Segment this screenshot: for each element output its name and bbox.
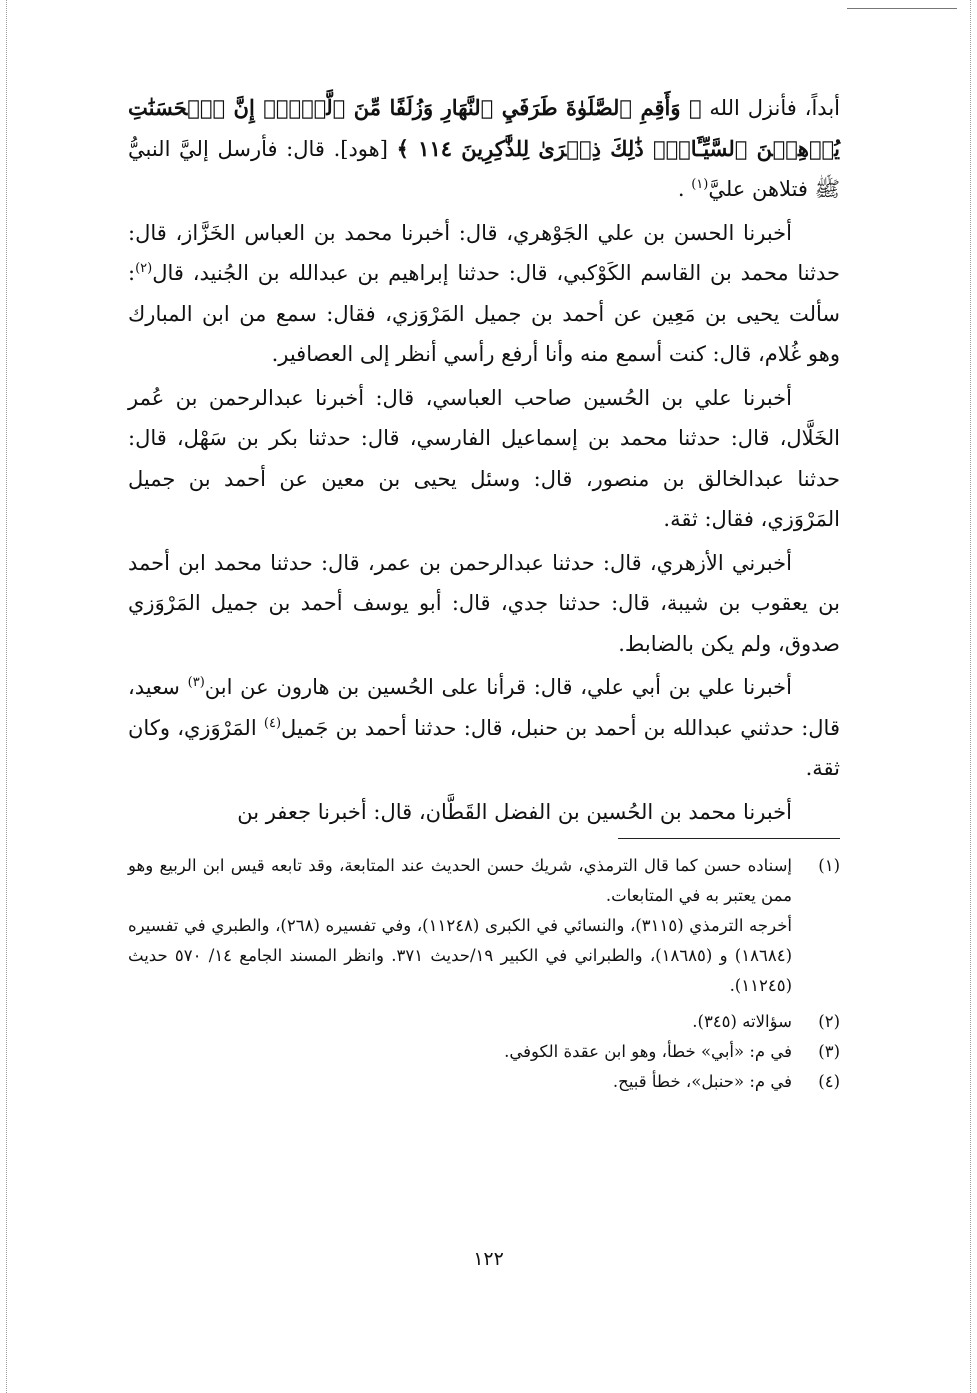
footnote-number: (١) bbox=[818, 856, 840, 875]
paragraph-quran-verse: أبداً، فأنزل الله ﴿ وَأَقِمِ ٱلصَّلَوٰةَ طَرَفَيِ ٱلنَّهَارِ وَزُلَفًا مِّنَ ٱلَّيۡلِۚ إِنَّ ٱلۡحَسَنَٰتِ يُذۡهِبۡنَ ٱلسَّيِّـَٔاتِۚ ذَٰلِكَ ذِكۡرَىٰ لِلذَّٰكِرِينَ ١١٤ ﴾ [هود]. قال: فأرسل إليَّ النبيُّ ﷺ فتلاهن عليَّ$^{(١)}$ . bbox=[128, 95, 840, 201]
footnote-marker-2[interactable]: (٢) bbox=[135, 261, 153, 276]
footnote-marker-3[interactable]: (٣) bbox=[187, 675, 205, 690]
footnotes bbox=[128, 851, 840, 1097]
footnote-4 bbox=[128, 1067, 840, 1097]
page-number: ١٢٢ bbox=[473, 1248, 504, 1270]
scan-edge-left bbox=[6, 0, 7, 1393]
footnote-text: إسناده حسن كما قال الترمذي، شريك حسن الحديث عند المتابعة، وقد تابعه قيس ابن الربيع وهو ممن يعتبر به في المتابعات. bbox=[128, 856, 792, 905]
footnote-3 bbox=[128, 1037, 840, 1067]
scan-edge-top bbox=[847, 8, 957, 9]
footnote-number: (٤) bbox=[818, 1072, 840, 1091]
scan-edge-right bbox=[970, 0, 971, 1393]
paragraph-isnad-4: أخبرنا علي بن أبي علي، قال: قرأنا على الحُسين بن هارون عن ابن$^{(٣)}$ سعيد، قال: حدثني عبدالله بن أحمد بن حنبل، قال: حدثنا أحمد بن جَميل$^{(٤)}$ المَرْوَزي، وكان ثقة. bbox=[128, 675, 840, 780]
footnote-number: (٢) bbox=[818, 1012, 840, 1031]
paragraph-isnad-1: أخبرنا الحسن بن علي الجَوْهري، قال: أخبرنا محمد بن العباس الخَزَّاز، قال: حدثنا محمد بن القاسم الكَوْكبي، قال: حدثنا إبراهيم بن عبدالله بن الجُنيد، قال$^{(٢)}$: سألت يحيى بن مَعِين عن أحمد بن جميل المَرْوَزي، فقال: سمع من ابن المبارك وهو غُلام، قال: كنت أسمع منه وأنا أرفع رأسي أنظر إلى العصافير. bbox=[128, 220, 840, 366]
footnote-marker-1[interactable]: (١) bbox=[691, 177, 709, 192]
paragraph-isnad-3: أخبرني الأزهري، قال: حدثنا عبدالرحمن بن عمر، قال: حدثنا محمد ابن أحمد بن يعقوب بن شيبة، قال: حدثنا جدي، قال: أبو يوسف أحمد بن جميل المَرْوَزي صدوق، ولم يكن بالضابط. bbox=[128, 550, 840, 656]
paragraph-isnad-2: أخبرنا علي بن الحُسين صاحب العباسي، قال: أخبرنا عبدالرحمن بن عُمر الخَلَّال، قال: حدثنا محمد بن إسماعيل الفارسي، قال: حدثنا بكر بن سَهْل، قال: حدثنا عبدالخالق بن منصور، قال: وسئل يحيى بن معين عن أحمد بن جميل المَرْوَزي، فقال: ثقة. bbox=[128, 385, 840, 531]
footnote-text: في م: «حنبل»، خطأ قبيح. bbox=[612, 1072, 792, 1091]
footnote-text: سؤالاته (٣٤٥). bbox=[692, 1012, 792, 1031]
paragraph-isnad-5: أخبرنا محمد بن الحُسين بن الفضل القَطَّان، قال: أخبرنا جعفر بن bbox=[237, 799, 792, 824]
footnote-1 bbox=[128, 851, 840, 1001]
footnote-text: في م: «أبي» خطأ، وهو ابن عقدة الكوفي. bbox=[504, 1042, 792, 1061]
footnote-number: (٣) bbox=[818, 1042, 840, 1061]
main-text bbox=[128, 88, 840, 832]
book-page bbox=[128, 88, 840, 1097]
quran-verse: ﴿ وَأَقِمِ ٱلصَّلَوٰةَ طَرَفَيِ ٱلنَّهَارِ وَزُلَفًا مِّنَ ٱلَّيۡلِۚ إِنَّ ٱلۡحَسَنَٰتِ يُذۡهِبۡنَ ٱلسَّيِّـَٔاتِۚ ذَٰلِكَ ذِكۡرَىٰ لِلذَّٰكِرِينَ ١١٤ ﴾ bbox=[128, 95, 840, 161]
footnote-text: أخرجه الترمذي (٣١١٥)، والنسائي في الكبرى (١١٢٤٨)، وفي تفسيره (٢٦٨)، والطبري في تفسيره (١٨٦٨٤) و (١٨٦٨٥)، والطبراني في الكبير ١٩/حديث ٣٧١. وانظر المسند الجامع ١٤/ ٥٧٠ حديث (١١٢٤٥). bbox=[128, 916, 792, 995]
footnote-marker-4[interactable]: (٤) bbox=[263, 715, 282, 731]
footnote-separator bbox=[618, 838, 840, 839]
footnote-2 bbox=[128, 1007, 840, 1037]
